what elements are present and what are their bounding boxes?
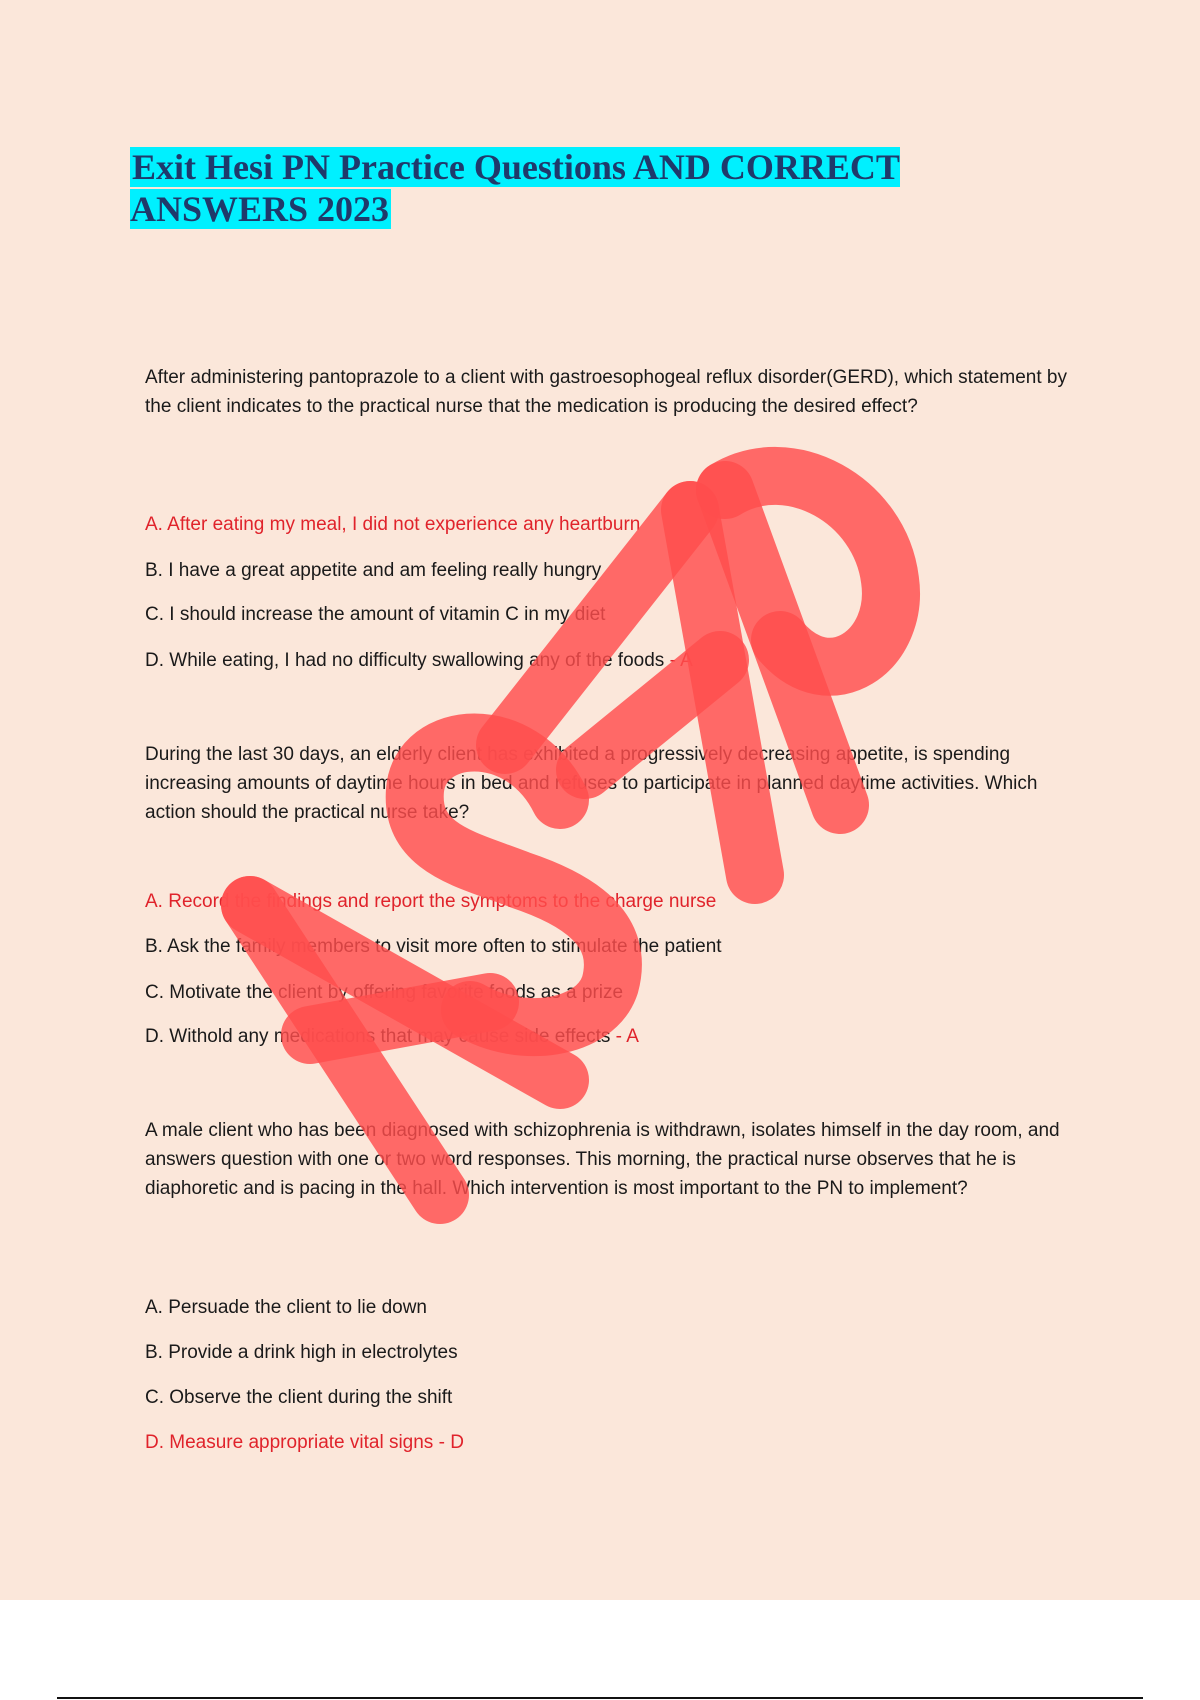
question-3-text: A male client who has been diagnosed with schizophrenia is withdrawn, isolates himself in the day room, and answers question with one or two word responses. This morning, the practical nurse observes that he is diaphoretic and is pacing in the hall. Which intervention is most important to the PN to implement?	[145, 1120, 1060, 1199]
question-1-answer-key: - A	[669, 650, 693, 671]
document-title	[130, 146, 930, 230]
question-1-option-b: B. I have a great appetite and am feeling really hungry	[145, 560, 602, 581]
question-3-option-b: B. Provide a drink high in electrolytes	[145, 1342, 458, 1363]
question-2-option-b: B. Ask the family members to visit more often to stimulate the patient	[145, 936, 722, 957]
question-1-option-c: C. I should increase the amount of vitamin C in my diet	[145, 604, 606, 625]
question-1-option-d	[145, 648, 693, 674]
footer-rule	[57, 1697, 1143, 1699]
question-2-option-d	[145, 1024, 639, 1050]
question-1-option-d-label: D. While eating, I had no difficulty swallowing any of the foods	[145, 650, 665, 671]
question-1-option-a: A. After eating my meal, I did not experience any heartburn	[145, 514, 641, 535]
question-3-option-c: C. Observe the client during the shift	[145, 1387, 453, 1408]
question-2-text: During the last 30 days, an elderly client has exhibited a progressively decreasing appetite, is spending increasing amounts of daytime hours in bed and refuses to participate in planned daytime activities. Which action should the practical nurse take?	[145, 744, 1038, 823]
question-3-option-a: A. Persuade the client to lie down	[145, 1297, 428, 1318]
title-highlight: Exit Hesi PN Practice Questions AND CORRECT ANSWERS 2023	[130, 147, 900, 229]
question-2-option-a: A. Record the findings and report the symptoms to the charge nurse	[145, 891, 717, 912]
question-2-option-d-label: D. Withold any medications that may cause side effects	[145, 1026, 611, 1047]
question-3-option-d: D. Measure appropriate vital signs - D	[145, 1432, 464, 1453]
question-1-text: After administering pantoprazole to a client with gastroesophogeal reflux disorder(GERD), which statement by the client indicates to the practical nurse that the medication is producing the desired effect?	[145, 367, 1067, 417]
question-2-answer-key: - A	[615, 1026, 639, 1047]
question-2-option-c: C. Motivate the client by offering favorite foods as a prize	[145, 982, 624, 1003]
